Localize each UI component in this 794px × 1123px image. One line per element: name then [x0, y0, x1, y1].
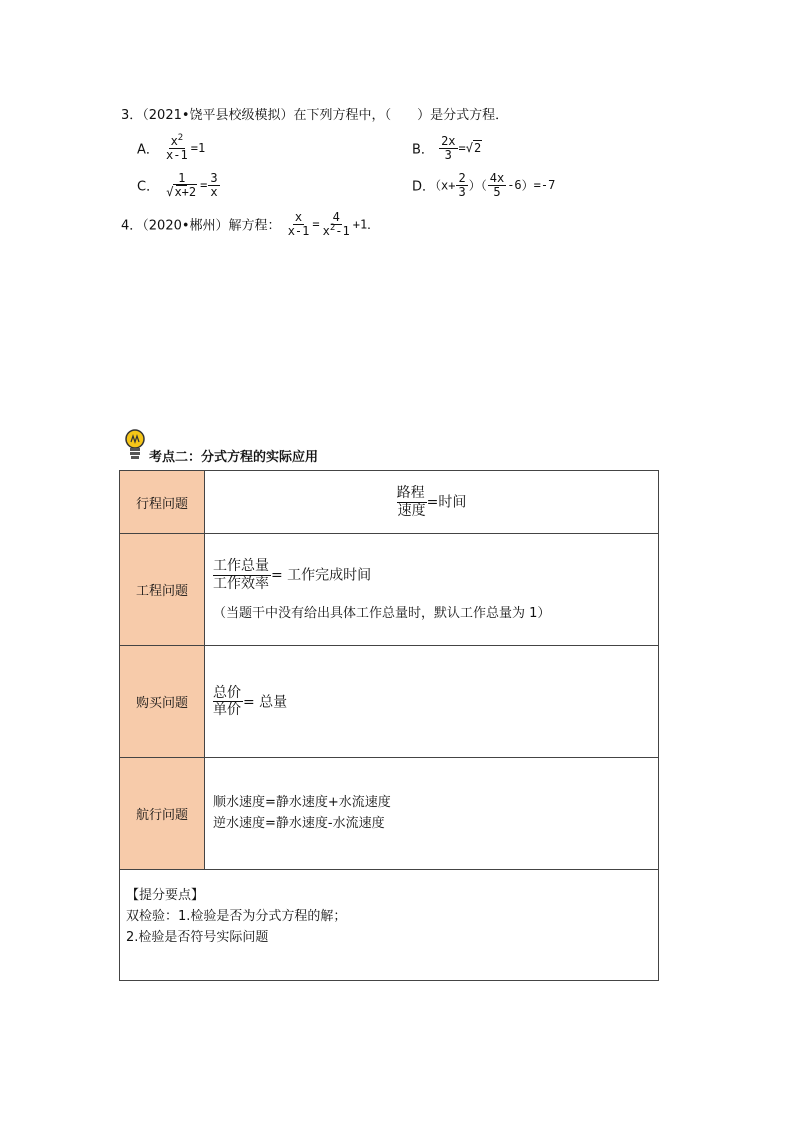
row-label-travel: 行程问题: [120, 471, 205, 534]
tips-line-2: 2.检验是否符号实际问题: [126, 929, 269, 945]
question-4: 4．（2020•郴州）解方程： $\frac{x}{x-1}$ = $\frac{4}{x^2-1}$ +1．: [121, 210, 380, 238]
formula-table: [119, 470, 659, 981]
section-header: [123, 428, 383, 464]
option-a: A． $\frac{x^2}{x-1}$ =1: [137, 133, 206, 162]
table-row: [120, 534, 659, 646]
table-row: [120, 471, 659, 534]
table-row: [120, 758, 659, 870]
work-note: （当题干中没有给出具体工作总量时，默认工作总量为 1）: [213, 605, 551, 621]
lightbulb-icon: [123, 428, 147, 462]
row-content-navigation: 顺水速度=静水速度+水流速度 逆水速度=静水速度-水流速度: [205, 758, 659, 870]
option-b-fraction: $\frac{2x}{3}$: [441, 134, 456, 162]
option-a-fraction: $\frac{x^2}{x-1}$: [166, 133, 188, 162]
option-c-rhs-fraction: $\frac{3}{x}$: [210, 171, 218, 199]
row-content-work: $\frac{\text{工作总量}}{\text{工作效率}}$ = 工作完成时间 （当题干中没有给出具体工作总量时，默认工作总量为 1）: [205, 534, 659, 646]
row-label-navigation: 航行问题: [120, 758, 205, 870]
question-3-stem: 3．（2021•饶平县校级模拟）在下列方程中，（ ）是分式方程．: [121, 108, 509, 123]
row-content-purchase: $\frac{\text{总价}}{\text{单价}}$ = 总量: [205, 646, 659, 758]
q4-right-fraction: $\frac{4}{x^2-1}$: [322, 210, 350, 238]
q4-left-fraction: $\frac{x}{x-1}$: [287, 210, 310, 238]
tips-title: 【提分要点】: [126, 888, 205, 903]
tips-cell: [120, 870, 659, 981]
option-b: B． $\frac{2x}{3}$ =√2: [412, 134, 482, 162]
table-row: [120, 646, 659, 758]
option-b-sqrt: √2: [465, 141, 482, 156]
tips-line-1: 双检验：1.检验是否为分式方程的解；: [126, 908, 347, 924]
option-c-fraction: $\frac{1}{√x+2}$: [166, 171, 197, 199]
row-label-purchase: 购买问题: [120, 646, 205, 758]
option-d: D．（x+ $\frac{2}{3}$ ）（ $\frac{4x}{5}$ -6）=-7: [412, 171, 556, 199]
row-label-work: 工程问题: [120, 534, 205, 646]
section-title: 考点二：分式方程的实际应用: [149, 450, 319, 465]
row-content-travel: $\frac{\text{路程}}{\text{速度}}$ =时间: [205, 471, 659, 534]
table-row: [120, 870, 659, 981]
option-c: C． $\frac{1}{√x+2}$ = $\frac{3}{x}$: [137, 171, 218, 199]
